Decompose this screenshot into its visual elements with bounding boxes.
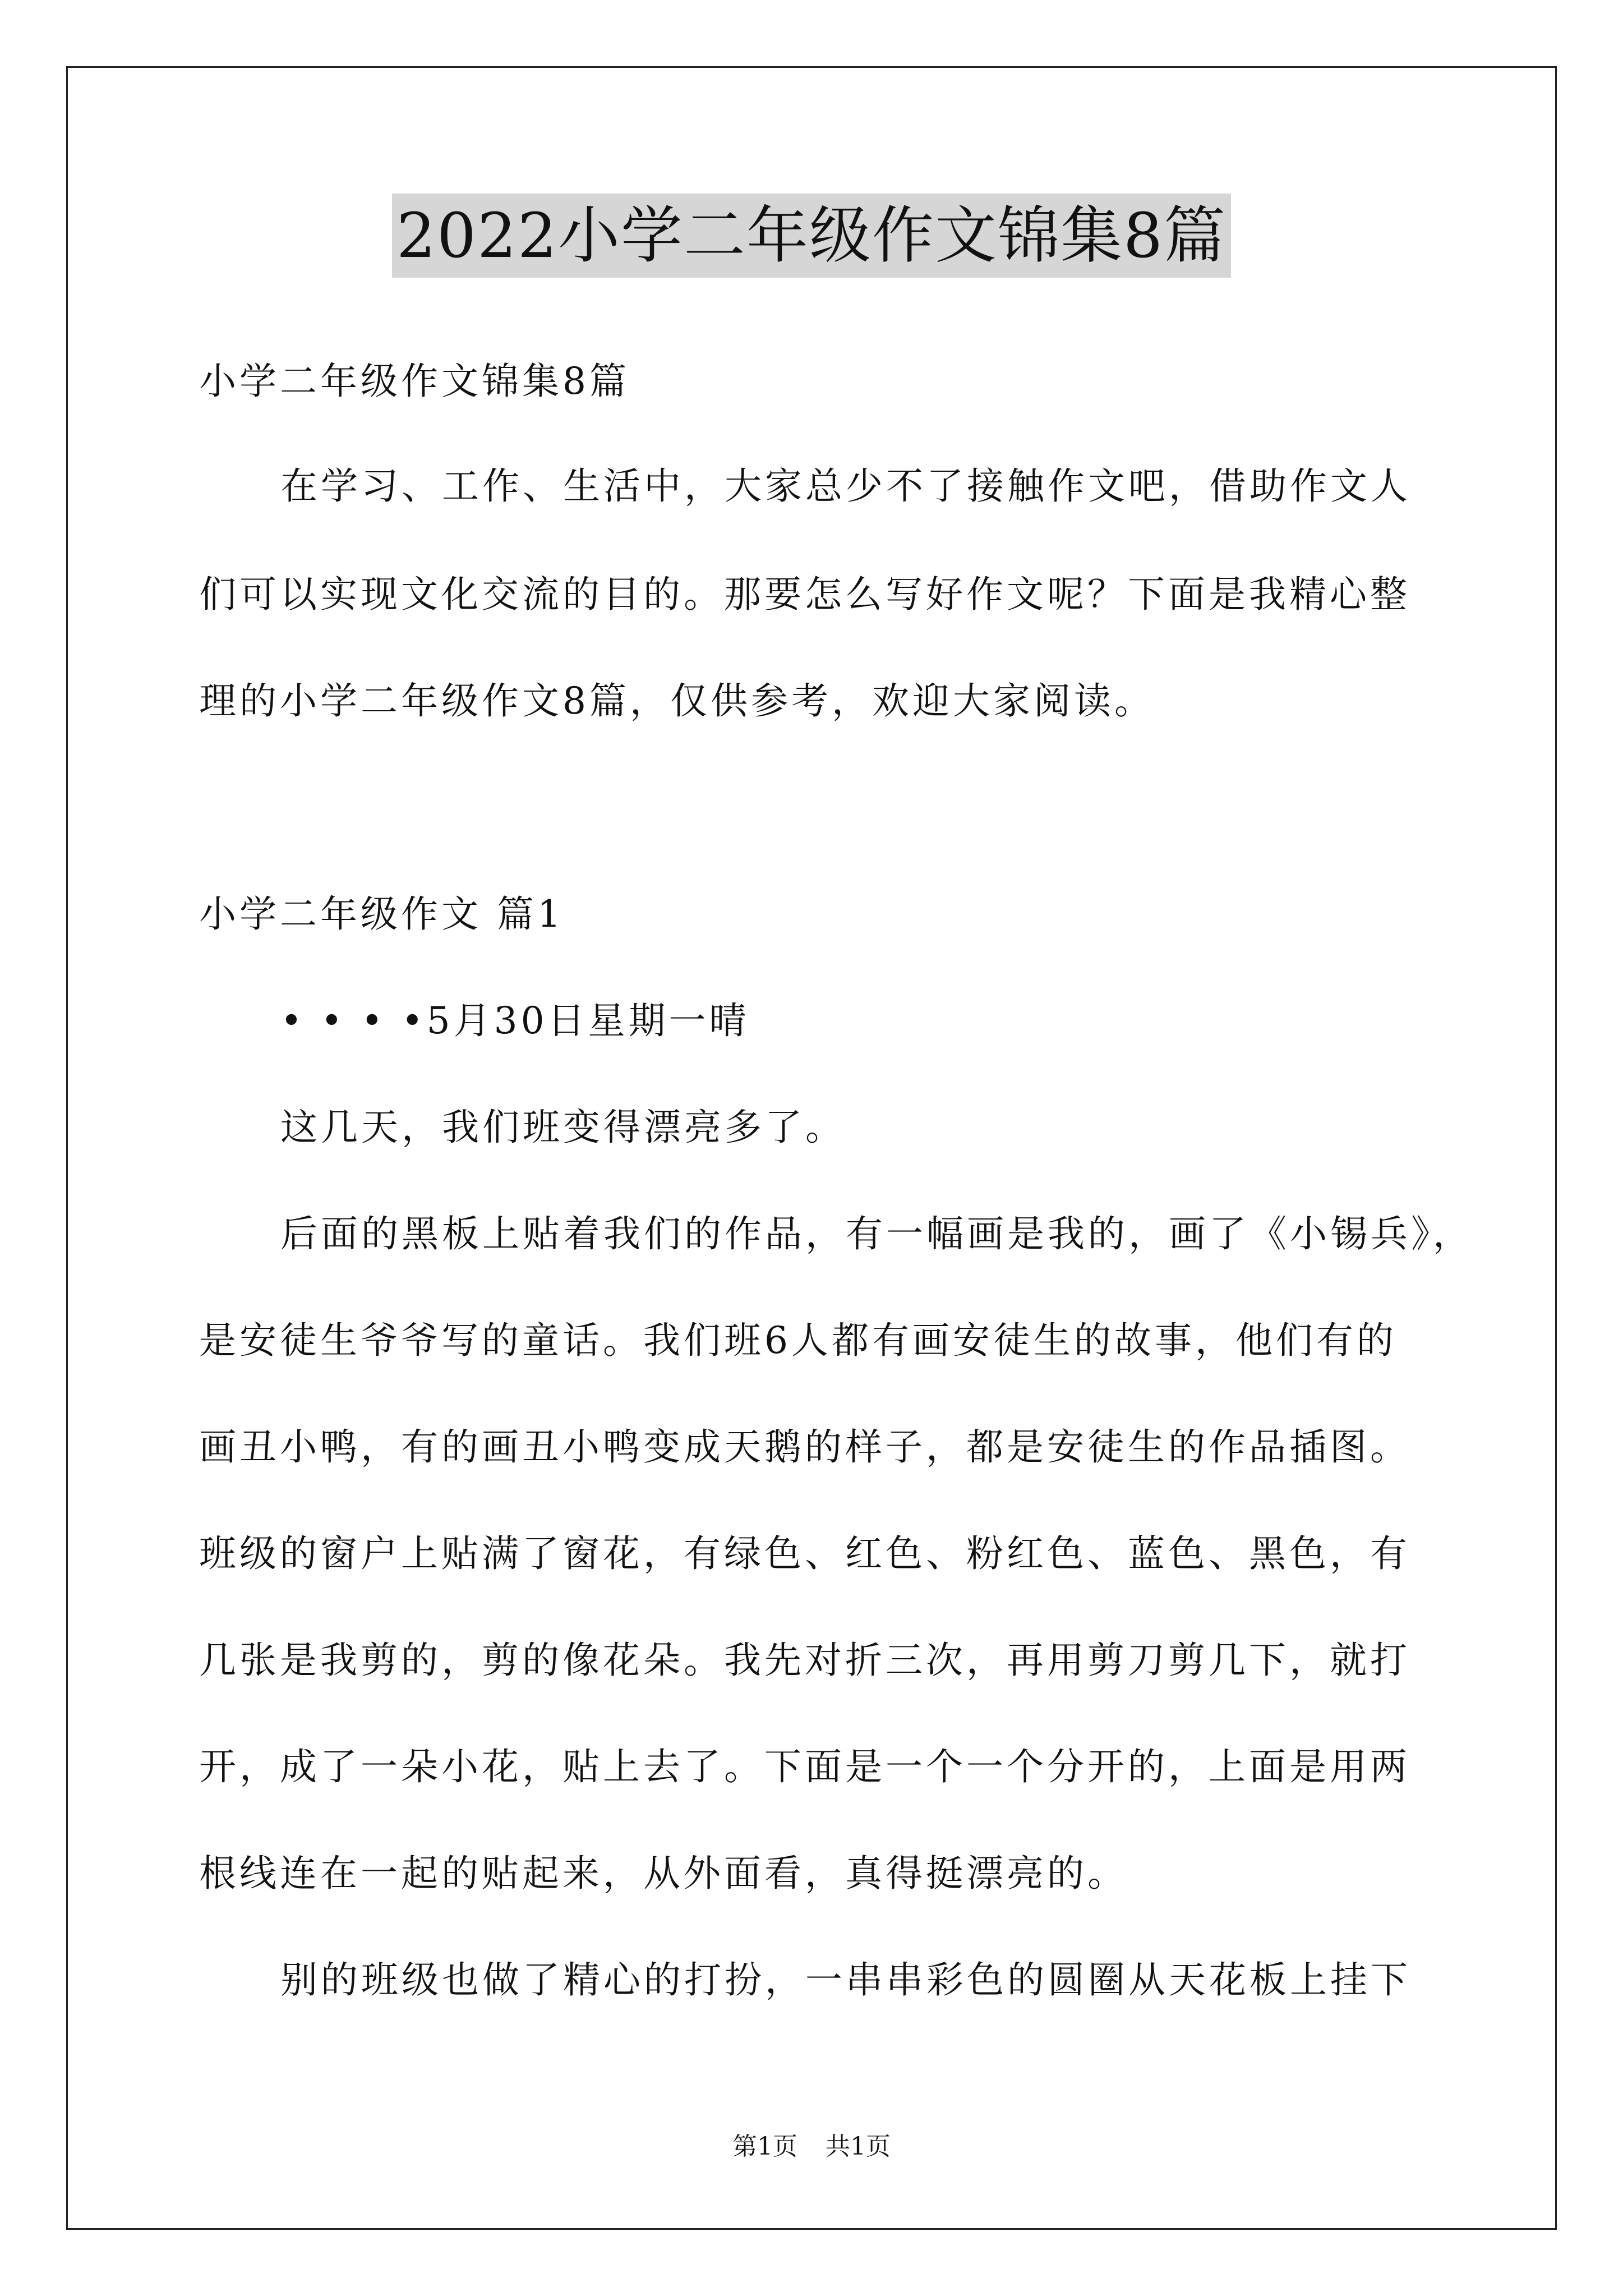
intro-line-3: 理的小学二年级作文8篇，仅供参考，欢迎大家阅读。	[199, 679, 1155, 723]
paragraph-2-line-1: 后面的黑板上贴着我们的作品，有一幅画是我的，画了《小锡兵》，	[280, 1212, 1473, 1255]
document-subtitle: 小学二年级作文锦集8篇	[199, 360, 630, 403]
page-number: 第1页	[732, 2132, 797, 2161]
paragraph-2-line-4: 班级的窗户上贴满了窗花，有绿色、红色、粉红色、蓝色、黑色，有	[199, 1532, 1410, 1575]
paragraph-1: 这几天，我们班变得漂亮多了。	[280, 1106, 846, 1149]
paragraph-2-line-2: 是安徒生爷爷写的童话。我们班6人都有画安徒生的故事，他们有的	[199, 1319, 1397, 1362]
title-container	[0, 194, 1623, 278]
paragraph-2-line-7: 根线连在一起的贴起来，从外面看，真得挺漂亮的。	[199, 1852, 1128, 1895]
paragraph-2-line-6: 开，成了一朵小花，贴上去了。下面是一个一个分开的，上面是用两	[199, 1745, 1410, 1788]
paragraph-2-line-3: 画丑小鸭，有的画丑小鸭变成天鹅的样子，都是安徒生的作品插图。	[199, 1425, 1410, 1469]
document-title[interactable]: 2022小学二年级作文锦集8篇	[392, 194, 1231, 278]
section-heading: 小学二年级作文 篇1	[199, 892, 564, 936]
page-total: 共1页	[826, 2132, 891, 2161]
intro-line-1: 在学习、工作、生活中，大家总少不了接触作文吧，借助作文人	[280, 464, 1411, 508]
paragraph-3: 别的班级也做了精心的打扮，一串串彩色的圆圈从天花板上挂下	[280, 1958, 1411, 2001]
date-line: • • • •5月30日星期一晴	[280, 999, 750, 1042]
page-footer	[0, 2130, 1623, 2164]
intro-line-2: 们可以实现文化交流的目的。那要怎么写好作文呢？下面是我精心整	[199, 573, 1410, 616]
paragraph-2-line-5: 几张是我剪的，剪的像花朵。我先对折三次，再用剪刀剪几下，就打	[199, 1639, 1410, 1682]
